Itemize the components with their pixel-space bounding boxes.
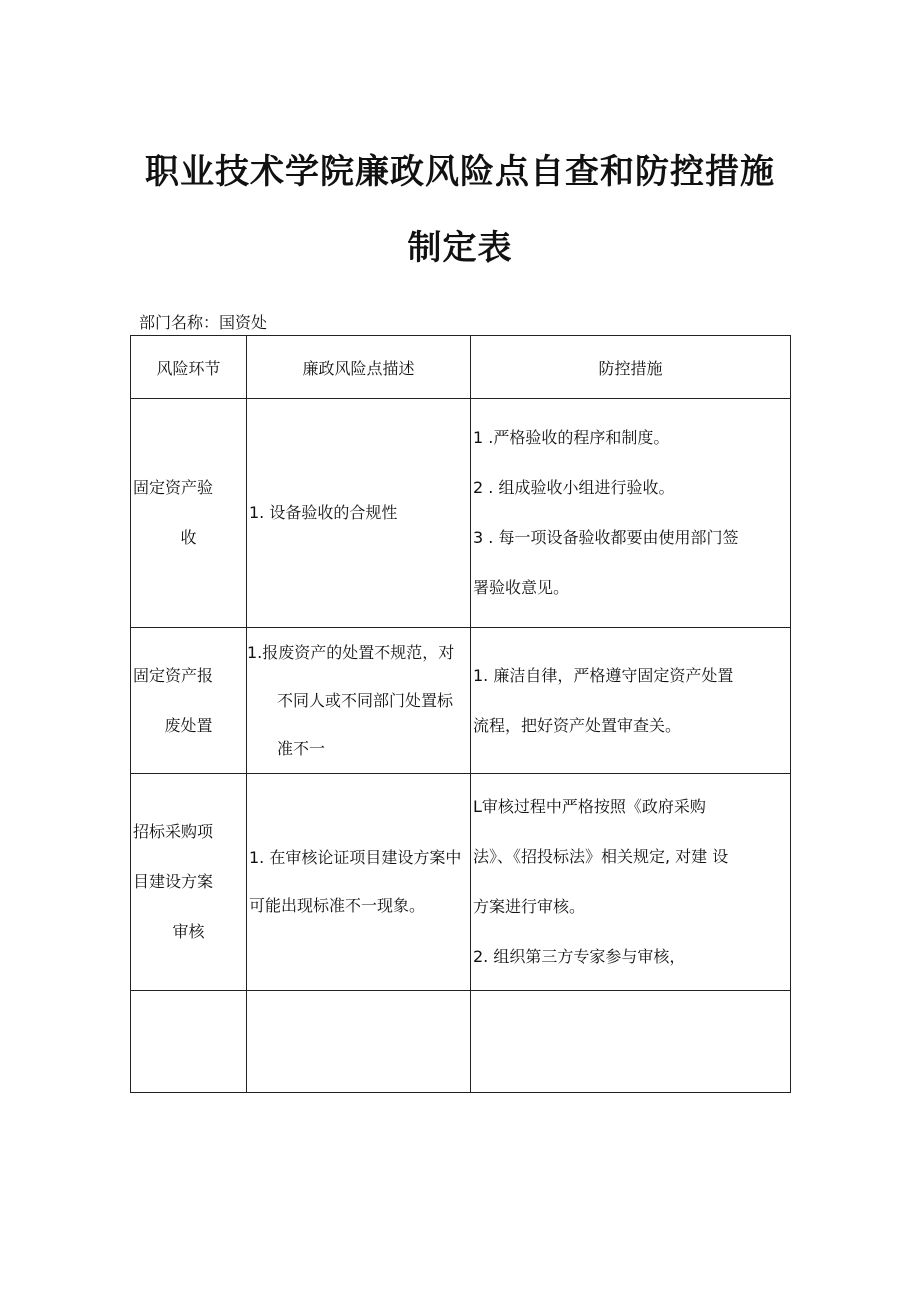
measure-line: 法》、《招投标法》相关规定, 对建 设 bbox=[473, 847, 729, 866]
risk-text: 1. 在审核论证项目建设方案中可能出现标准不一现象。 bbox=[249, 848, 462, 915]
risk-text: 1.报废资产的处置不规范，对不同人或不同部门处置标准不一 bbox=[247, 642, 455, 758]
measure-line: 署验收意见。 bbox=[473, 578, 570, 597]
stage-line: 审核 bbox=[172, 922, 205, 941]
measure-line: 3 . 每一项设备验收都要由使用部门签 bbox=[473, 528, 739, 547]
measure-line: 1. 廉洁自律，严格遵守固定资产处置 bbox=[473, 665, 734, 685]
stage-line: 固定资产报 bbox=[133, 665, 214, 685]
department-label: 部门名称：国资处 bbox=[139, 313, 268, 332]
document-title-line2: 制定表 bbox=[407, 228, 513, 268]
document-title-line1: 职业技术学院廉政风险点自查和防控措施 bbox=[145, 152, 775, 192]
header-measures: 防控措施 bbox=[471, 336, 791, 399]
measure-line: 流程，把好资产处置审查关。 bbox=[473, 715, 682, 735]
risk-text: 1. 设备验收的合规性 bbox=[249, 503, 398, 522]
stage-line: 废处置 bbox=[164, 715, 213, 735]
measure-line: 2. 组织第三方专家参与审核， bbox=[473, 947, 686, 966]
measure-line: 2 . 组成验收小组进行验收。 bbox=[473, 478, 675, 497]
measure-line: L审核过程中严格按照《政府采购 bbox=[473, 797, 706, 816]
measures-cell bbox=[471, 399, 791, 628]
risk-cell bbox=[247, 399, 471, 628]
measure-line: 方案进行审核。 bbox=[473, 897, 586, 916]
measures-cell bbox=[471, 774, 791, 991]
table-row bbox=[131, 399, 791, 628]
table-header-row bbox=[131, 336, 791, 399]
measures-cell bbox=[471, 628, 791, 774]
stage-cell bbox=[131, 399, 247, 628]
stage-line: 目建设方案 bbox=[133, 872, 214, 891]
header-stage: 风险环节 bbox=[131, 336, 247, 399]
risk-cell bbox=[247, 628, 471, 774]
header-risk: 廉政风险点描述 bbox=[247, 336, 471, 399]
stage-line: 收 bbox=[180, 528, 197, 547]
table-row-empty bbox=[131, 991, 791, 1093]
risk-cell bbox=[247, 991, 471, 1093]
measure-line: 1 .严格验收的程序和制度。 bbox=[473, 428, 670, 447]
stage-line: 招标采购项 bbox=[133, 822, 214, 841]
stage-cell bbox=[131, 774, 247, 991]
risk-table bbox=[130, 335, 791, 1093]
table-row bbox=[131, 628, 791, 774]
measures-cell bbox=[471, 991, 791, 1093]
stage-cell bbox=[131, 991, 247, 1093]
stage-line: 固定资产验 bbox=[133, 478, 214, 497]
risk-cell bbox=[247, 774, 471, 991]
table-row bbox=[131, 774, 791, 991]
stage-cell bbox=[131, 628, 247, 774]
